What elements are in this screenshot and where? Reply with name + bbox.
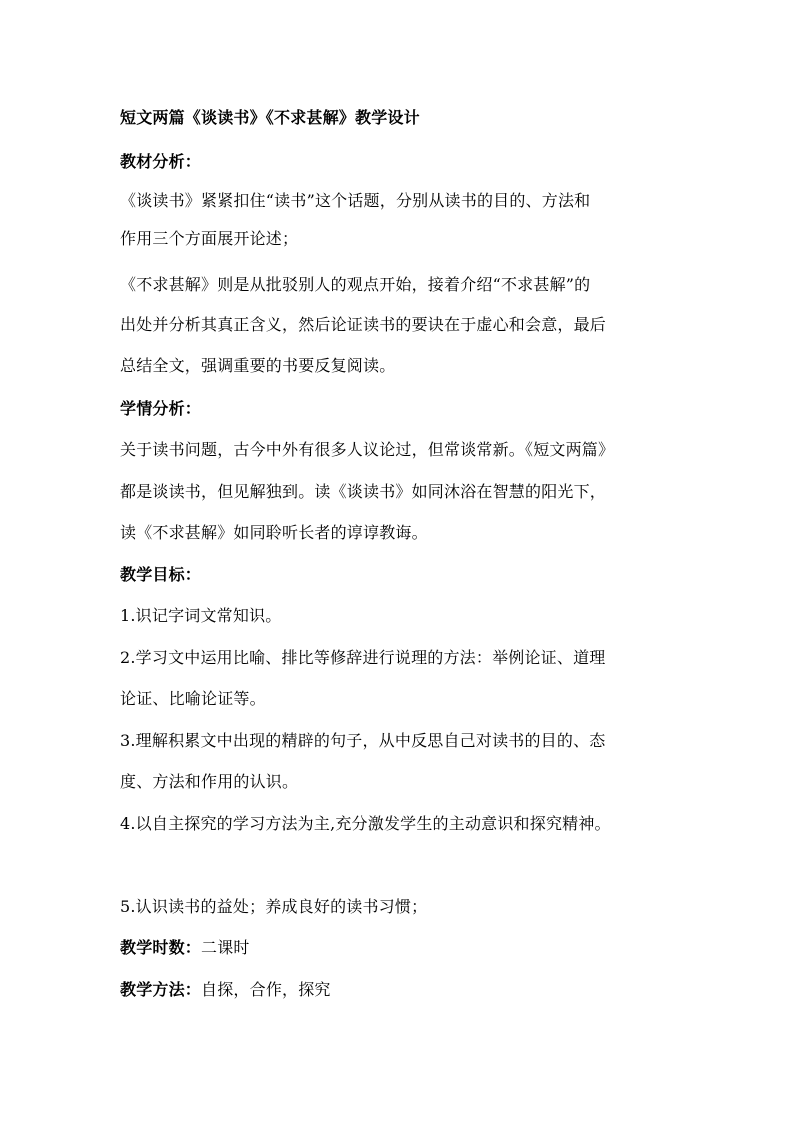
section-heading-teaching-goals: 教学目标： — [120, 565, 202, 584]
teaching-goal-1: 1.识记字词文常知识。 — [120, 606, 282, 625]
teaching-goal-3-line-2: 度、方法和作用的认识。 — [120, 772, 299, 791]
teaching-goal-5: 5.认识读书的益处；养成良好的读书习惯； — [120, 897, 428, 916]
teaching-goal-2-line-1: 2.学习文中运用比喻、排比等修辞进行说理的方法：举例论证、道理 — [120, 648, 606, 667]
teaching-goal-4: 4.以自主探究的学习方法为主,充分激发学生的主动意识和探究精神。 — [120, 814, 611, 833]
section-heading-student-analysis: 学情分析： — [120, 399, 202, 418]
student-analysis-line-1: 关于读书问题，古今中外有很多人议论过，但常谈常新。《短文两篇》 — [120, 440, 615, 459]
teaching-goal-3-line-1: 3.理解积累文中出现的精辟的句子，从中反思自己对读书的目的、态 — [120, 731, 606, 750]
teaching-time-row — [120, 938, 250, 958]
teaching-time-value: 二课时 — [201, 938, 250, 957]
teaching-method-value: 自探，合作，探究 — [201, 980, 331, 999]
material-analysis-line-3: 《不求甚解》则是从批驳别人的观点开始，接着介绍“不求甚解”的 — [120, 275, 591, 294]
material-analysis-line-2: 作用三个方面展开论述； — [120, 229, 299, 248]
teaching-goal-2-line-2: 论证、比喻论证等。 — [120, 689, 266, 708]
material-analysis-line-4: 出处并分析其真正含义，然后论证读书的要诀在于虚心和会意，最后 — [120, 315, 607, 334]
student-analysis-line-2: 都是谈读书，但见解独到。读《谈读书》如同沐浴在智慧的阳光下， — [120, 482, 607, 501]
teaching-method-row — [120, 980, 331, 1000]
teaching-method-label: 教学方法： — [120, 980, 202, 999]
teaching-time-label: 教学时数： — [120, 938, 202, 957]
section-heading-material-analysis: 教材分析： — [120, 152, 202, 171]
document-title: 短文两篇《谈读书》《不求甚解》教学设计 — [120, 108, 420, 127]
student-analysis-line-3: 读《不求甚解》如同聆听长者的谆谆教诲。 — [120, 523, 428, 542]
material-analysis-line-1: 《谈读书》紧紧扣住“读书”这个话题，分别从读书的目的、方法和 — [120, 191, 591, 210]
material-analysis-line-5: 总结全文，强调重要的书要反复阅读。 — [120, 356, 396, 375]
